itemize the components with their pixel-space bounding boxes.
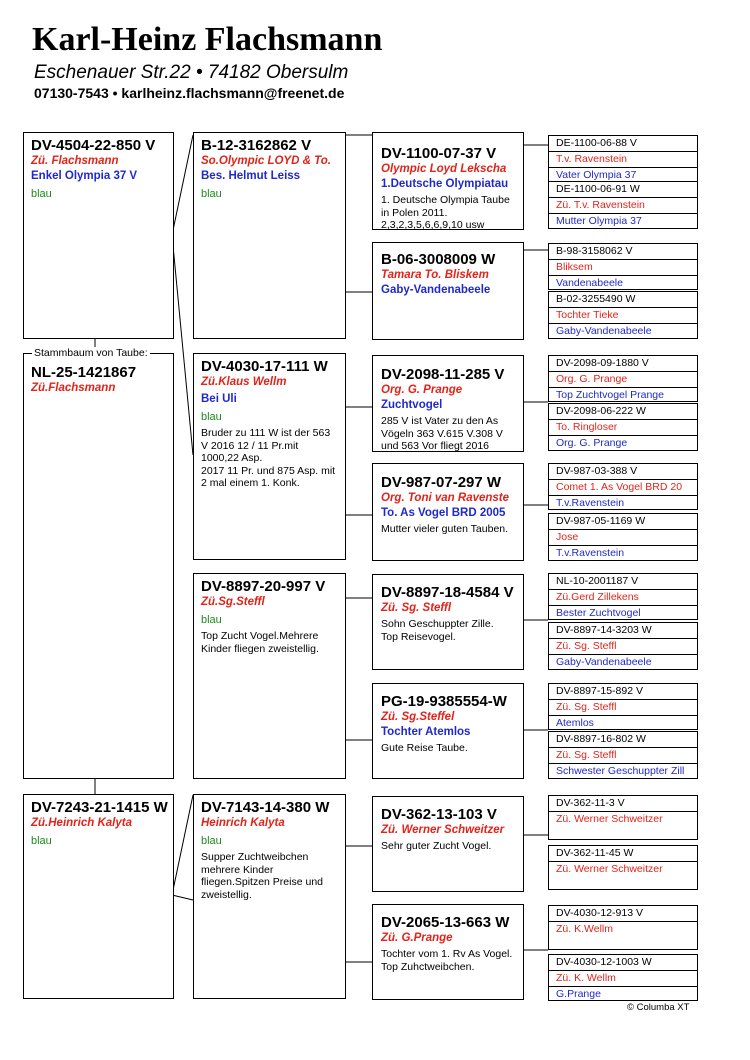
grandparent-card	[193, 132, 346, 339]
grandparent-card	[193, 353, 346, 560]
ancestor-note: T.v.Ravenstein	[556, 497, 625, 509]
mother-color: blau	[31, 835, 52, 847]
ancestor-breeder: Tochter Tieke	[549, 308, 697, 324]
ancestor-breeder: Zü. Sg. Steffl	[549, 748, 697, 764]
ancestor-note: Org. G. Prange	[556, 437, 628, 449]
grandparent-color: blau	[201, 835, 222, 847]
ancestor-note: T.v.Ravenstein	[556, 547, 625, 559]
ancestor-breeder: T.v. Ravenstein	[549, 152, 697, 168]
ancestor-card	[548, 795, 698, 840]
great-grandparent-name: 1.Deutsche Olympiatau	[381, 178, 509, 190]
ancestor-note: Top Zuchtvogel Prange	[556, 389, 664, 401]
ancestor-breeder: Zü.Gerd Zillekens	[549, 590, 697, 606]
grandparent-color: blau	[201, 614, 222, 626]
ancestor-note: Vater Olympia 37	[556, 169, 637, 181]
ancestor-breeder: To. Ringloser	[549, 420, 697, 436]
great-grandparent-ring: DV-8897-18-4584 V	[381, 584, 514, 601]
great-grandparent-notes: Sohn Geschuppter Zille. Top Reisevogel.	[381, 618, 494, 643]
father-color: blau	[31, 188, 52, 200]
father-ring: DV-4504-22-850 V	[31, 137, 156, 154]
grandparent-breeder: So.Olympic LOYD & To.	[201, 155, 331, 167]
great-grandparent-breeder: Org. Toni van Ravenste	[381, 492, 510, 504]
grandparent-ring: DV-7143-14-380 W	[201, 799, 330, 816]
pedigree-legend: Stammbaum von Taube:	[34, 347, 148, 359]
ancestor-ring: DE-1100-06-88 V	[549, 136, 697, 152]
ancestor-note: Atemlos	[556, 717, 594, 729]
grandparent-ring: DV-4030-17-111 W	[201, 358, 328, 375]
grandparent-notes: Supper Zuchtweibchen mehrere Kinder fliegen.Spitzen Preise und zweistellig.	[201, 851, 323, 901]
ancestor-note: Schwester Geschuppter Zill	[556, 765, 685, 777]
great-grandparent-breeder: Org. G. Prange	[381, 384, 463, 396]
ancestor-note: Bester Zuchtvogel	[556, 607, 641, 619]
great-grandparent-card	[372, 463, 524, 561]
grandparent-ring: B-12-3162862 V	[201, 137, 312, 154]
ancestor-note: G.Prange	[556, 988, 601, 1000]
great-grandparent-card	[372, 132, 524, 230]
owner-name: Karl-Heinz Flachsmann	[32, 21, 383, 58]
grandparent-notes: Bruder zu 111 W ist der 563 V 2016 12 / 11 Pr.mit 1000,22 Asp. 2017 11 Pr. und 875 Asp. mit 2 mal einem 1. Konk.	[201, 427, 336, 489]
great-grandparent-ring: DV-362-13-103 V	[381, 806, 497, 823]
great-grandparent-card	[372, 242, 524, 340]
grandparent-color: blau	[201, 411, 222, 423]
subject-ring: NL-25-1421867	[31, 364, 137, 381]
great-grandparent-notes: Gute Reise Taube.	[381, 742, 468, 754]
ancestor-breeder: Comet 1. As Vogel BRD 20	[549, 480, 697, 496]
ancestor-breeder: Zü. Werner Schweitzer	[556, 863, 663, 875]
ancestor-ring: DV-2098-06-222 W	[549, 404, 697, 420]
ancestor-ring: DV-987-05-1169 W	[549, 514, 697, 530]
ancestor-breeder: Zü. T.v. Ravenstein	[549, 198, 697, 214]
ancestor-card	[548, 463, 698, 510]
grandparent-notes: Top Zucht Vogel.Mehrere Kinder fliegen zweistellig.	[201, 630, 319, 655]
great-grandparent-card	[372, 904, 524, 1000]
ancestor-breeder: Bliksem	[549, 260, 697, 276]
great-grandparent-ring: DV-987-07-297 W	[381, 474, 502, 491]
ancestor-note: Gaby-Vandenabeele	[556, 656, 652, 668]
great-grandparent-card	[372, 574, 524, 670]
ancestor-ring: DE-1100-06-91 W	[549, 182, 697, 198]
great-grandparent-ring: B-06-3008009 W	[381, 251, 496, 268]
ancestor-ring: NL-10-2001187 V	[549, 574, 697, 590]
ancestor-card	[548, 291, 698, 339]
ancestor-ring: DV-2098-09-1880 V	[549, 356, 697, 372]
great-grandparent-breeder: Olympic Loyd Lekscha	[381, 163, 507, 175]
ancestor-card	[548, 622, 698, 670]
grandparent-color: blau	[201, 188, 222, 200]
owner-address: Eschenauer Str.22 • 74182 Obersulm	[34, 62, 349, 83]
great-grandparent-ring: PG-19-9385554-W	[381, 693, 507, 710]
ancestor-ring: B-98-3158062 V	[549, 244, 697, 260]
ancestor-card	[548, 181, 698, 229]
grandparent-breeder: Zü.Klaus Wellm	[201, 376, 287, 388]
ancestor-card	[548, 954, 698, 1001]
ancestor-card	[548, 355, 698, 402]
great-grandparent-breeder: Zü. G.Prange	[381, 932, 453, 944]
mother-ring: DV-7243-21-1415 W	[31, 799, 168, 816]
ancestor-ring: DV-8897-14-3203 W	[549, 623, 697, 639]
great-grandparent-breeder: Zü. Sg.Steffel	[381, 711, 455, 723]
great-grandparent-notes: Tochter vom 1. Rv As Vogel. Top Zuhctweibchen.	[381, 948, 513, 973]
ancestor-breeder: Zü. Werner Schweitzer	[556, 813, 663, 825]
ancestor-ring: DV-362-11-45 W	[549, 846, 697, 862]
ancestor-note: Mutter Olympia 37	[556, 215, 642, 227]
great-grandparent-ring: DV-1100-07-37 V	[381, 145, 497, 162]
ancestor-ring: DV-4030-12-1003 W	[549, 955, 697, 971]
ancestor-breeder: Zü. K. Wellm	[549, 971, 697, 987]
subject-pigeon-card	[23, 353, 174, 779]
grandparent-card	[193, 573, 346, 779]
grandparent-breeder: Zü.Sg.Steffl	[201, 596, 265, 608]
ancestor-card	[548, 845, 698, 890]
great-grandparent-card	[372, 683, 524, 779]
mother-card	[23, 794, 174, 999]
mother-breeder: Zü.Heinrich Kalyta	[31, 817, 132, 829]
subject-breeder: Zü.Flachsmann	[31, 382, 116, 394]
great-grandparent-name: Tochter Atemlos	[381, 726, 471, 738]
grandparent-ring: DV-8897-20-997 V	[201, 578, 326, 595]
ancestor-card	[548, 243, 698, 290]
ancestor-ring: B-02-3255490 W	[549, 292, 697, 308]
ancestor-breeder: Zü. Sg. Steffl	[549, 639, 697, 655]
father-card	[23, 132, 174, 339]
great-grandparent-name: To. As Vogel BRD 2005	[381, 507, 506, 519]
grandparent-name: Bei Uli	[201, 393, 237, 405]
owner-contact: 07130-7543 • karlheinz.flachsmann@freenet.de	[34, 85, 345, 101]
great-grandparent-notes: 1. Deutsche Olympia Taube in Polen 2011. 2,3,2,3,5,6,6,9,10 usw	[381, 194, 510, 230]
ancestor-ring: DV-987-03-388 V	[549, 464, 697, 480]
great-grandparent-name: Gaby-Vandenabeele	[381, 284, 491, 296]
ancestor-breeder: Org. G. Prange	[549, 372, 697, 388]
great-grandparent-breeder: Zü. Sg. Steffl	[381, 602, 452, 614]
ancestor-breeder: Zü. Sg. Steffl	[549, 700, 697, 716]
great-grandparent-breeder: Zü. Werner Schweitzer	[381, 824, 505, 836]
great-grandparent-name: Zuchtvogel	[381, 399, 443, 411]
great-grandparent-notes: Mutter vieler guten Tauben.	[381, 523, 509, 535]
ancestor-card	[548, 573, 698, 620]
ancestor-ring: DV-8897-15-892 V	[549, 684, 697, 700]
father-breeder: Zü. Flachsmann	[31, 155, 119, 167]
ancestor-breeder: Jose	[549, 530, 697, 546]
great-grandparent-card	[372, 355, 524, 452]
great-grandparent-card	[372, 796, 524, 892]
ancestor-breeder: Zü. K.Wellm	[556, 923, 613, 935]
ancestor-card	[548, 135, 698, 182]
ancestor-card	[548, 731, 698, 779]
ancestor-note: Vandenabeele	[556, 277, 623, 289]
grandparent-card	[193, 794, 346, 999]
great-grandparent-breeder: Tamara To. Bliskem	[381, 269, 489, 281]
copyright: © Columba XT	[627, 1002, 690, 1013]
ancestor-card	[548, 905, 698, 950]
ancestor-card	[548, 403, 698, 451]
father-name: Enkel Olympia 37 V	[31, 170, 138, 182]
ancestor-ring: DV-362-11-3 V	[549, 796, 697, 812]
ancestor-ring: DV-8897-16-802 W	[549, 732, 697, 748]
great-grandparent-notes: Sehr guter Zucht Vogel.	[381, 840, 492, 852]
ancestor-note: Gaby-Vandenabeele	[556, 325, 652, 337]
grandparent-name: Bes. Helmut Leiss	[201, 170, 301, 182]
ancestor-card	[548, 513, 698, 561]
great-grandparent-ring: DV-2098-11-285 V	[381, 366, 505, 383]
grandparent-breeder: Heinrich Kalyta	[201, 817, 285, 829]
great-grandparent-notes: 285 V ist Vater zu den As Vögeln 363 V.615 V.308 V und 563 Vor fliegt 2016	[381, 415, 503, 452]
great-grandparent-ring: DV-2065-13-663 W	[381, 914, 510, 931]
ancestor-card	[548, 683, 698, 730]
ancestor-ring: DV-4030-12-913 V	[549, 906, 697, 922]
